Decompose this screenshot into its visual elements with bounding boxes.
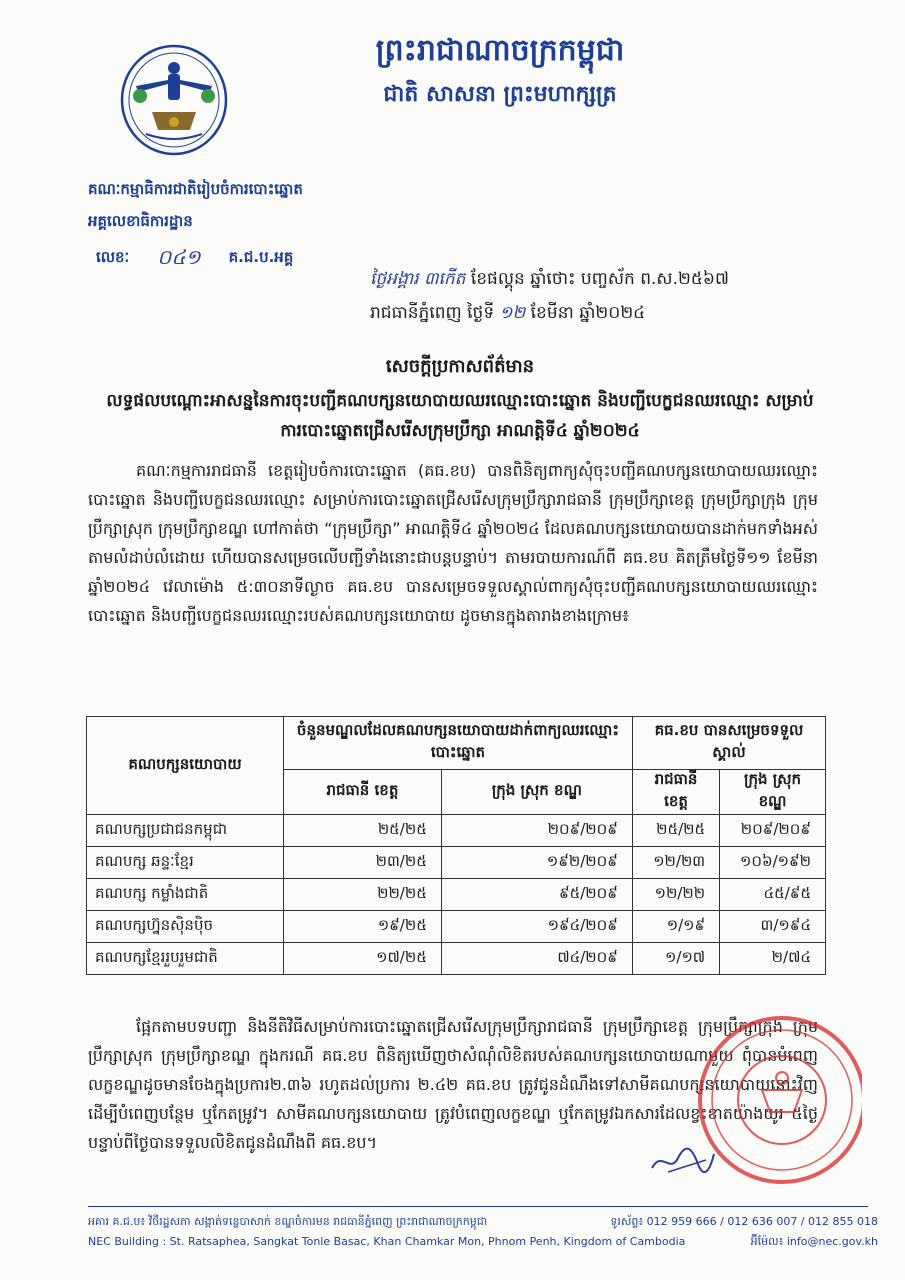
table-row: [87, 847, 826, 879]
submitted-capital-province: ២២/២៥: [284, 879, 442, 911]
footer-row-english: [88, 1232, 878, 1252]
submitted-capital-province: ២៣/២៥: [284, 847, 442, 879]
party-name: គណបក្ស កម្លាំងជាតិ: [87, 879, 284, 911]
lunar-date-text: ខែផល្គុន ឆ្នាំថោះ បញ្ចស័ក ព.ស.២៥៦៧: [470, 269, 729, 289]
submitted-capital-province: ១៩/២៥: [284, 911, 442, 943]
approved-capital-province: ១/១៩: [632, 911, 719, 943]
email-address[interactable]: info@nec.gov.kh: [786, 1235, 878, 1248]
footer-divider: [88, 1206, 868, 1207]
party-name: គណបក្ស ឆន្ទៈខ្មែរ: [87, 847, 284, 879]
approved-municipal-district: ៣/១៩៤: [720, 911, 826, 943]
submitted-capital-province: ១៧/២៥: [284, 943, 442, 975]
submitted-capital-province: ២៥/២៥: [284, 815, 442, 847]
approved-capital-province: ១២/២៣: [632, 847, 719, 879]
footer-address-khmer: អគារ គ.ជ.ប៖ វិថីរដ្ឋសភា សង្កាត់ទន្លេបាសាក់ ខណ្ឌចំការមន រាជធានីភ្នំពេញ ព្រះរាជាណាចក្រកម្ពុជា: [88, 1215, 488, 1228]
phone-numbers: 012 959 666 / 012 636 007 / 012 855 018: [646, 1215, 878, 1228]
footer-email: [751, 1232, 878, 1252]
approved-capital-province: ២៥/២៥: [632, 815, 719, 847]
sub-header-municipal-district: ក្រុង ស្រុក ខណ្ឌ: [720, 770, 826, 815]
submitted-municipal-district: ១៩២/២០៩: [441, 847, 632, 879]
table-row: [87, 943, 826, 975]
organization-name: គណៈកម្មាធិការជាតិរៀបចំការបោះឆ្នោត: [88, 180, 303, 198]
lunar-date-handwritten: ថ្ងៃអង្គារ ៣កើត: [370, 269, 466, 289]
organization-block: [88, 178, 418, 232]
place-date-prefix: រាជធានីភ្នំពេញ ថ្ងៃទី: [370, 303, 495, 323]
place-date-suffix: ខែមីនា ឆ្នាំ២០២៤: [530, 303, 646, 323]
sub-header-capital-province: រាជធានី ខេត្ត: [632, 770, 719, 815]
signature-icon: [648, 1140, 718, 1180]
approved-municipal-district: ១០៦/១៩២: [720, 847, 826, 879]
submitted-municipal-district: ១៩៤/២០៩: [441, 911, 632, 943]
footer-row-khmer: [88, 1212, 878, 1232]
group-submitted-header: ចំនួនមណ្ឌលដែលគណបក្សនយោបាយដាក់ពាក្យឈរឈ្មោះបោះឆ្នោត: [284, 717, 633, 770]
approved-capital-province: ១២/២២: [632, 879, 719, 911]
submitted-municipal-district: ៧៤/២០៩: [441, 943, 632, 975]
reference-label: លេខៈ: [96, 248, 130, 266]
phone-label: ទូរស័ព្ទ៖: [610, 1215, 644, 1228]
footer-address-english: NEC Building : St. Ratsaphea, Sangkat Tonle Basac, Khan Chamkar Mon, Phnom Penh, Kingdom of Cambodia: [88, 1235, 686, 1248]
lunar-date-line: [370, 262, 840, 296]
group-approved-header: គធ.ខប បានសម្រេចទទួលស្គាល់: [632, 717, 825, 770]
approved-municipal-district: ៤៥/៩៥: [720, 879, 826, 911]
col-party-header: គណបក្សនយោបាយ: [87, 717, 284, 815]
sub-header-municipal-district: ក្រុង ស្រុក ខណ្ឌ: [441, 770, 632, 815]
submitted-municipal-district: ២០៩/២០៩: [441, 815, 632, 847]
department-name: អគ្គលេខាធិការដ្ឋាន: [88, 212, 193, 230]
title-line-2: លទ្ធផលបណ្ដោះអាសន្ននៃការចុះបញ្ជីគណបក្សនយោបាយឈរឈ្មោះបោះឆ្នោត និងបញ្ជីបេក្ខជនឈរឈ្មោះ សម្រាប់ការបោះឆ្នោតជ្រើសរើសក្រុមប្រឹក្សា អាណត្តិទី៤ ឆ្នាំ២០២៤: [106, 391, 814, 441]
national-motto: ជាតិ សាសនា ព្រះមហាក្សត្រ: [383, 82, 617, 107]
party-name: គណបក្សហ្វ៊ុនស៊ិនប៉ិច: [87, 911, 284, 943]
kingdom-title: ព្រះរាជាណាចក្រកម្ពុជា: [375, 33, 625, 68]
footer: [88, 1212, 878, 1252]
table-row: [87, 911, 826, 943]
party-name: គណបក្សខ្មែររួបរួមជាតិ: [87, 943, 284, 975]
title-line-1: សេចក្ដីប្រកាសព័ត៌មាន: [385, 356, 535, 377]
date-block: [370, 262, 840, 330]
place-date-line: [370, 296, 840, 330]
nec-emblem-icon: [118, 38, 230, 158]
submitted-municipal-district: ៩៥/២០៩: [441, 879, 632, 911]
results-table: [86, 716, 826, 975]
reference-number: ០៤១: [157, 245, 201, 269]
sub-header-capital-province: រាជធានី ខេត្ត: [284, 770, 442, 815]
table-row: [87, 879, 826, 911]
document-title: [100, 352, 820, 446]
approved-municipal-district: ២/៧៤: [720, 943, 826, 975]
footer-phone: [610, 1212, 878, 1232]
approved-capital-province: ១/១៧: [632, 943, 719, 975]
email-label: អ៊ីម៉ែល៖: [750, 1235, 784, 1248]
reference-code: គ.ជ.ប.អគ្គ: [228, 248, 294, 266]
procedure-paragraph: ផ្អែកតាមបទបញ្ជា និងនីតិវិធីសម្រាប់ការបោះឆ្នោតជ្រើសរើសក្រុមប្រឹក្សារាជធានី ក្រុមប្រឹក្សាខេត្ត ក្រុមប្រឹក្សាក្រុង ក្រុមប្រឹក្សាស្រុក ក្រុមប្រឹក្សាខណ្ឌ ក្នុងករណី គធ.ខប ពិនិត្យឃើញថាសំណុំលិខិតរបស់គណបក្សនយោបាយណាមួយ ពុំបានបំពេញលក្ខខណ្ឌដូចមានចែងក្នុងប្រការ២.៣៦ រហូតដល់ប្រការ ២.៤២ គធ.ខប ត្រូវជូនដំណឹងទៅសាមីគណបក្សនយោបាយនោះវិញ ដើម្បីបំពេញបន្ថែម ឬកែតម្រូវ។ សាមីគណបក្សនយោបាយ ត្រូវបំពេញលក្ខខណ្ឌ ឬកែតម្រូវឯកសារដែលខ្វះខាតយ៉ាងយូរ ៥ថ្ងៃ បន្ទាប់ពីថ្ងៃបានទទួលលិខិតជូនដំណឹងពី គធ.ខប។: [88, 1017, 818, 1152]
kingdom-heading: [340, 30, 660, 112]
approved-municipal-district: ២០៩/២០៩: [720, 815, 826, 847]
reference-line: [96, 244, 293, 274]
intro-paragraph: គណៈកម្មការរាជធានី ខេត្តរៀបចំការបោះឆ្នោត (គធ.ខប) បានពិនិត្យពាក្យសុំចុះបញ្ជីគណបក្សនយោបាយឈរឈ្មោះបោះឆ្នោត និងបញ្ជីបេក្ខជនឈរឈ្មោះ សម្រាប់ការបោះឆ្នោតជ្រើសរើសក្រុមប្រឹក្សារាជធានី ក្រុមប្រឹក្សាខេត្ត ក្រុមប្រឹក្សាក្រុង ក្រុមប្រឹក្សាស្រុក ក្រុមប្រឹក្សាខណ្ឌ ហៅកាត់ថា “ក្រុមប្រឹក្សា” អាណត្តិទី៤ ឆ្នាំ២០២៤ ដែលគណបក្សនយោបាយបានដាក់មកទាំងអស់ តាមលំដាប់លំដោយ ហើយបានសម្រេចលើបញ្ជីទាំងនោះជាបន្តបន្ទាប់។ តាមរបាយការណ៍ពី គធ.ខប គិតត្រឹមថ្ងៃទី១១ ខែមីនា ឆ្នាំ២០២៤ វេលាម៉ោង ៥:៣០នាទីល្ងាច គធ.ខប បានសម្រេចទទួលស្គាល់ពាក្យសុំចុះបញ្ជីគណបក្សនយោបាយឈរឈ្មោះបោះឆ្នោត និងបញ្ជីបេក្ខជនឈរឈ្មោះរបស់គណបក្សនយោបាយ ដូចមានក្នុងតារាងខាងក្រោម៖: [88, 461, 818, 625]
day-handwritten: ១២: [499, 303, 526, 323]
table-row: [87, 815, 826, 847]
party-name: គណបក្សប្រជាជនកម្ពុជា: [87, 815, 284, 847]
